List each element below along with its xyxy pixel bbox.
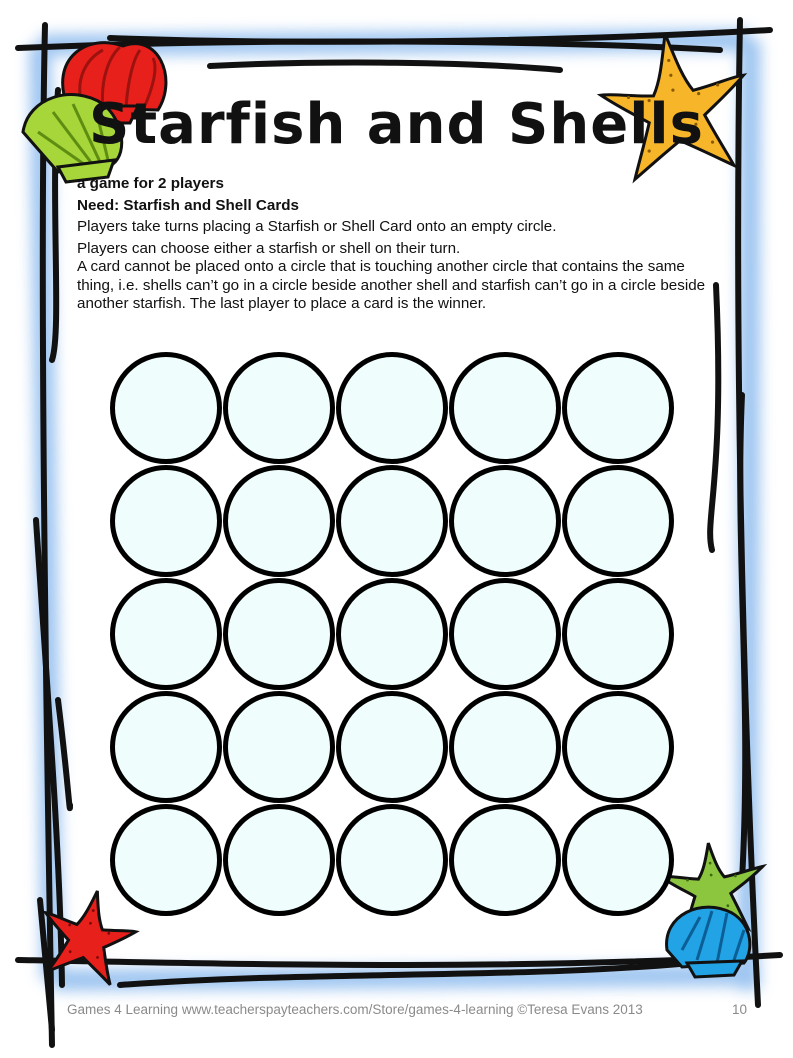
board-space[interactable] bbox=[110, 691, 222, 803]
board-space[interactable] bbox=[562, 804, 674, 916]
rules-block bbox=[77, 175, 717, 314]
player-count: a game for 2 players bbox=[77, 175, 224, 192]
board-space[interactable] bbox=[336, 804, 448, 916]
rule-3: A card cannot be placed onto a circle that is touching another circle that contains the same thing, i.e. shells can’t go in a circle beside another shell and starfish can’t go in a circle beside another starfish. The last player to place a card is the winner. bbox=[77, 258, 706, 312]
page-number: 10 bbox=[731, 1002, 747, 1017]
board-space[interactable] bbox=[449, 578, 561, 690]
board-space[interactable] bbox=[110, 578, 222, 690]
footer bbox=[67, 1002, 747, 1017]
materials-needed: Need: Starfish and Shell Cards bbox=[77, 196, 299, 214]
board-space[interactable] bbox=[449, 352, 561, 464]
board-space[interactable] bbox=[110, 465, 222, 577]
board-space[interactable] bbox=[336, 352, 448, 464]
game-board bbox=[110, 352, 685, 922]
board-space[interactable] bbox=[223, 465, 335, 577]
board-space[interactable] bbox=[336, 465, 448, 577]
rule-2: Players can choose either a starfish or shell on their turn. bbox=[77, 239, 461, 257]
board-space[interactable] bbox=[223, 691, 335, 803]
board-space[interactable] bbox=[336, 578, 448, 690]
board-space[interactable] bbox=[449, 691, 561, 803]
rule-1: Players take turns placing a Starfish or Shell Card onto an empty circle. bbox=[77, 218, 557, 235]
board-space[interactable] bbox=[449, 465, 561, 577]
board-space[interactable] bbox=[562, 465, 674, 577]
board-space[interactable] bbox=[223, 578, 335, 690]
board-space[interactable] bbox=[562, 578, 674, 690]
board-space[interactable] bbox=[223, 352, 335, 464]
board-space[interactable] bbox=[562, 691, 674, 803]
board-space[interactable] bbox=[223, 804, 335, 916]
board-space[interactable] bbox=[449, 804, 561, 916]
page-title: Starfish and Shells bbox=[89, 92, 704, 157]
board-space[interactable] bbox=[110, 352, 222, 464]
footer-credit: Games 4 Learning www.teacherspayteachers.com/Store/games-4-learning ©Teresa Evans 2013 bbox=[67, 1002, 643, 1017]
board-space[interactable] bbox=[110, 804, 222, 916]
board-space[interactable] bbox=[336, 691, 448, 803]
board-space[interactable] bbox=[562, 352, 674, 464]
